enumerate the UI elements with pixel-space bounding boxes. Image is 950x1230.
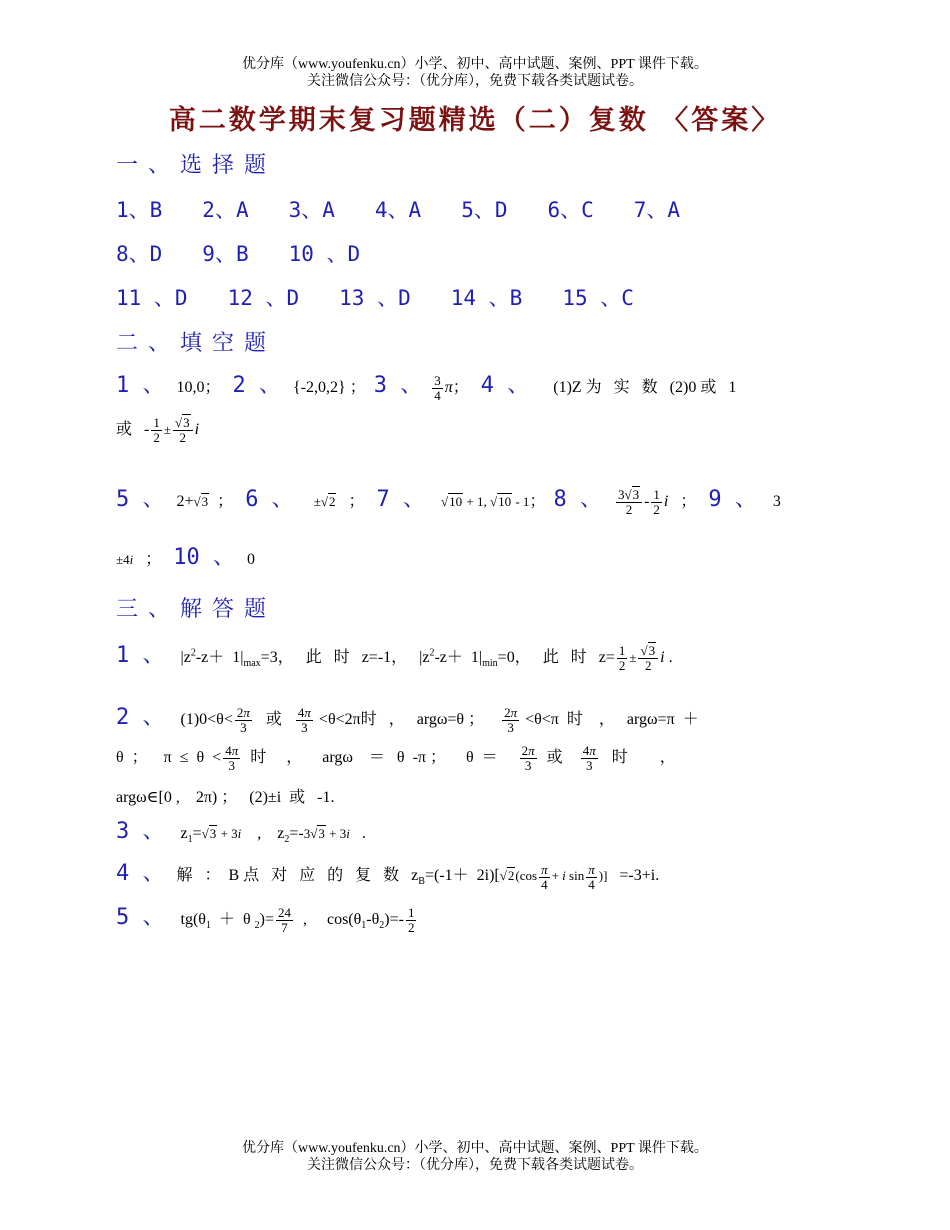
section-fill: 二、填空题 (116, 331, 277, 356)
choice-answer: 1、B (116, 198, 163, 222)
choice-row-2 (116, 238, 400, 268)
choice-answer: 10 、D (288, 242, 361, 266)
solve-line-2: 2 、 (1)0<θ< $\frac{2\pi}{3}$ 或 $\frac{4\pi}{3}$ <θ<2π时 ， argω=θ ； $\frac{2\pi}{3}$ <θ<π 时 ， argω=π ＋ (116, 704, 699, 735)
choice-answer: 4、A (374, 198, 422, 222)
solve-line-4: 4 、 解 ： B 点 对 应 的 复 数 $z_B=(-1+ 2i)[√2(\cos$ $\frac{\pi}{4}$ + i sin $\frac{\pi}{4}$ )] =-3+i. (116, 861, 660, 892)
footer-line-1: 优分库（www.youfenku.cn）小学、初中、高中试题、案例、PPT 课件下载。 (242, 1141, 708, 1156)
solve-line-3: 3 、 $z_1=√3 + 3i$ , $z_2=-3√3 + 3i$ . (116, 819, 366, 846)
fill-line-4: ±4i ； 10 、 0 (116, 545, 256, 570)
choice-answer: 7、A (633, 198, 681, 222)
solve-line-2b: θ ； π ≤ θ < $\frac{4\pi}{3}$ 时 ， argω ＝ θ -π ； θ ＝ $\frac{2\pi}{3}$ 或 $\frac{4\pi}{3}$ 时 ， (116, 743, 676, 773)
choice-answer: 9、B (202, 242, 249, 266)
choice-answer: 6、C (547, 198, 594, 222)
page-title: 高二数学期末复习题精选（二）复数 〈答案〉 (168, 105, 782, 136)
solve-line-1: 1 、 $|z^2-z+ 1|_{max}=3$， 此 时 z=-1， $|z^2-z+ 1|_{min}=0$， 此 时 z= $\frac{1}{2}$ ± $\frac{√3}{2}$ i . (116, 642, 673, 673)
section-choice: 一、选择题 (116, 153, 277, 178)
fill-line-1: 1 、 10,0； 2 、 {-2,0,2} ； 3 、 $\frac{3}{4}$ π； 4 、 (1)Z 为 实 数 (2)0 或 1 (116, 372, 737, 403)
choice-answer: 5、D (461, 198, 508, 222)
choice-answer: 15 、C (562, 286, 634, 310)
choice-answer: 13 、D (339, 286, 411, 310)
header-line-2: 关注微信公众号：（优分库），免费下载各类试题试卷。 (307, 74, 643, 89)
fill-line-2: 或 - $\frac{1}{2}$ ± $\frac{√3}{2}$ i (116, 415, 200, 445)
choice-answer: 14 、B (450, 286, 523, 310)
header-line-1: 优分库（www.youfenku.cn）小学、初中、高中试题、案例、PPT 课件下载。 (242, 57, 708, 72)
choice-answer: 12 、D (227, 286, 300, 310)
choice-answer: 2、A (202, 198, 249, 222)
fill-line-3: 5 、 2+√3 ； 6 、 ±√2 ； 7 、 √10 + 1, √10 - 1； 8 、 $\frac{3√3}{2}$ - $\frac{1}{2}$ i ； 9 、 3 (116, 486, 781, 517)
choice-row-3 (116, 282, 674, 312)
solve-line-5: 5 、 $tg(\theta_1 + \theta$ $_2$)= $\frac{24}{7}$ , $\cos(\theta_1-\theta_2)=-$ $\frac{1}{2}$ (116, 904, 415, 935)
choice-answer: 8、D (116, 242, 163, 266)
choice-row-1 (116, 194, 720, 224)
choice-answer: 3、A (288, 198, 335, 222)
footer-line-2: 关注微信公众号：（优分库），免费下载各类试题试卷。 (307, 1158, 643, 1173)
section-solve: 三、解答题 (116, 597, 277, 622)
solve-line-2c: argω∈[0 , 2π) ； (2)±i 或 -1. (116, 789, 335, 806)
choice-answer: 11 、D (116, 286, 188, 310)
